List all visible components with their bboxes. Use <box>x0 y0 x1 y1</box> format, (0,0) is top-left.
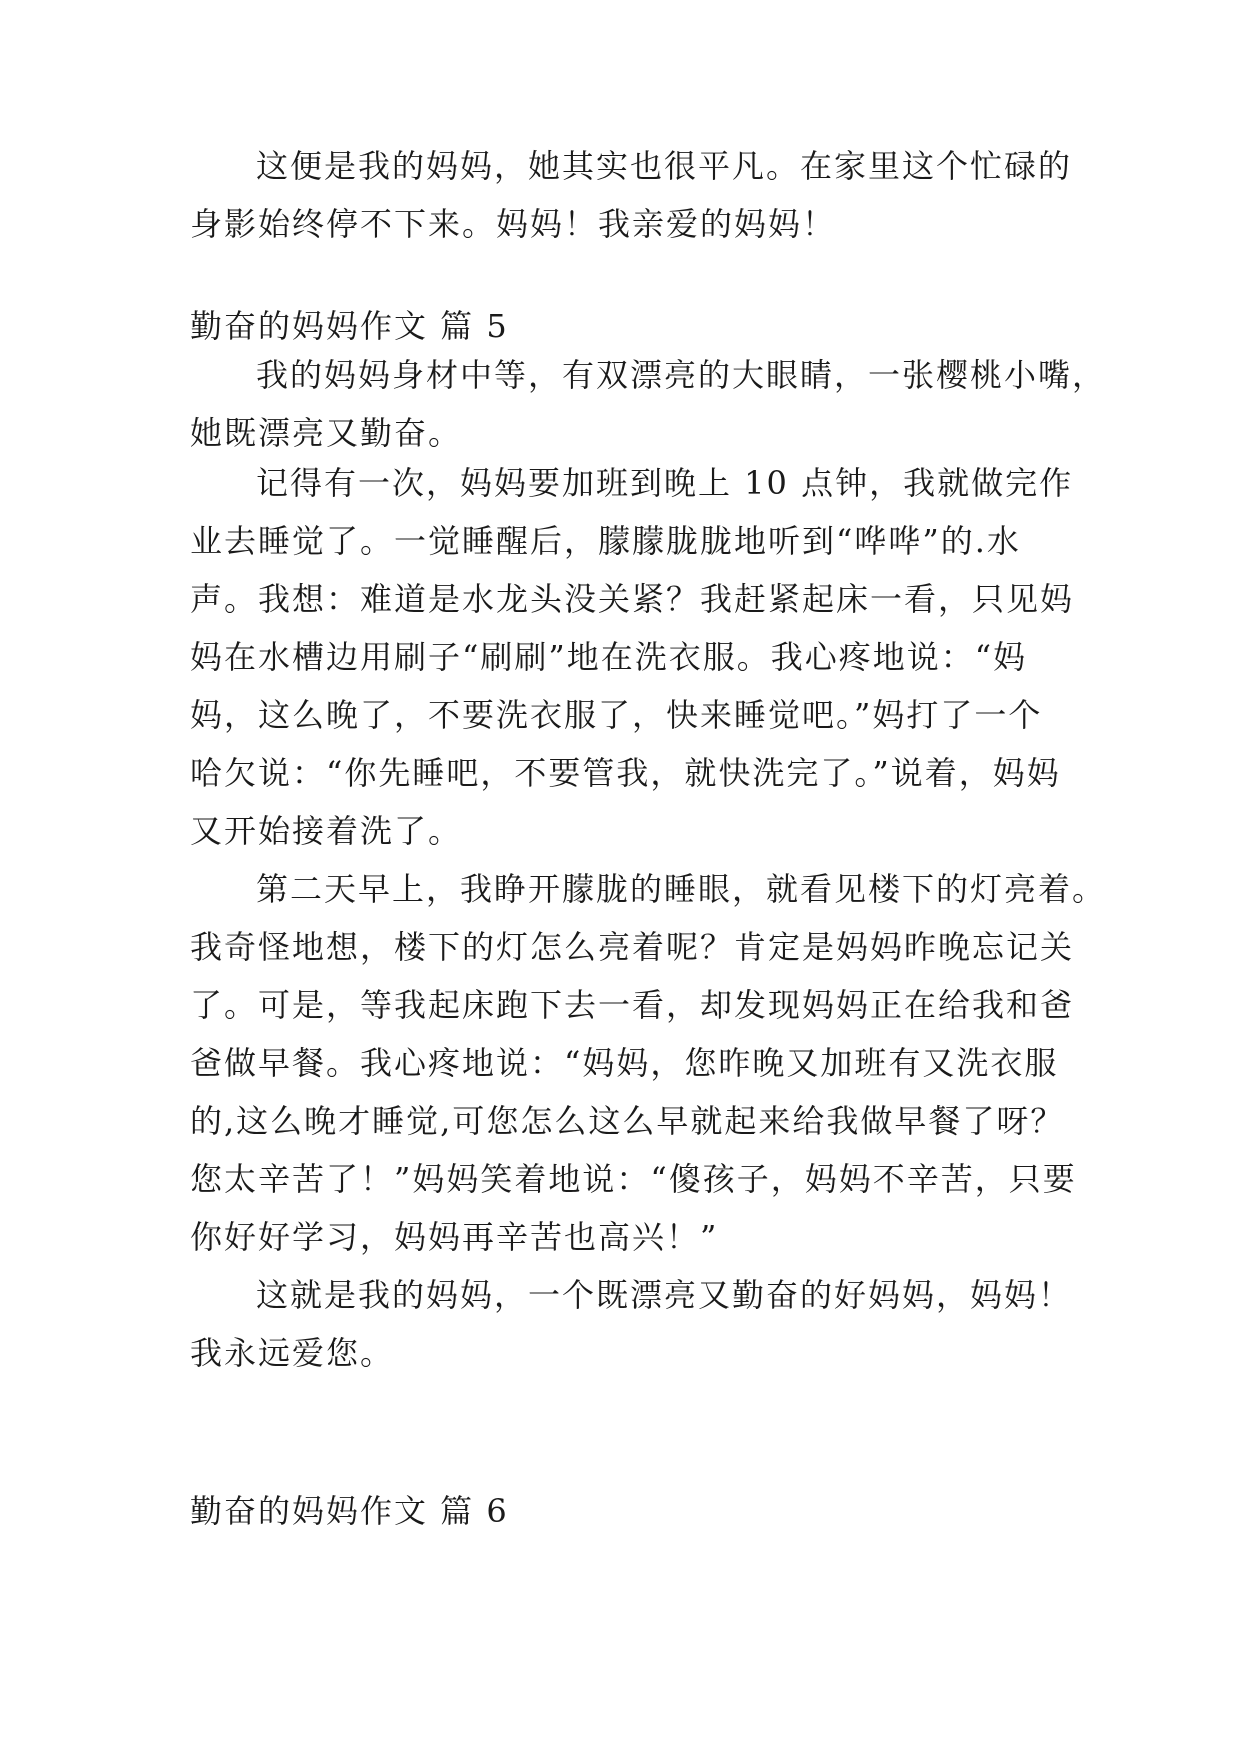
section-5-paragraph-2 <box>190 454 1075 860</box>
paragraph-line: 我永远爱您。 <box>190 1334 395 1372</box>
paragraph-line: 这就是我的妈妈，一个既漂亮又勤奋的好妈妈，妈妈！ <box>256 1276 1073 1314</box>
paragraph-line: 第二天早上，我睁开朦胧的睡眼，就看见楼下的灯亮着。 <box>256 870 1107 908</box>
paragraph-line: 哈欠说：“你先睡吧，不要管我，就快洗完了。”说着，妈妈 <box>190 754 1061 792</box>
section-5-paragraph-3 <box>190 860 1107 1266</box>
intro-paragraph <box>190 137 1073 253</box>
paragraph-line: 的,这么晚才睡觉,可您怎么这么早就起来给我做早餐了呀？ <box>190 1102 1065 1140</box>
paragraph-line: 了。可是，等我起床跑下去一看，却发现妈妈正在给我和爸 <box>190 986 1075 1024</box>
paragraph-line: 又开始接着洗了。 <box>190 812 463 850</box>
paragraph-line: 爸做早餐。我心疼地说：“妈妈，您昨晚又加班有又洗衣服 <box>190 1044 1059 1082</box>
paragraph-line: 你好好学习，妈妈再辛苦也高兴！” <box>190 1218 719 1256</box>
paragraph-line: 我的妈妈身材中等，有双漂亮的大眼睛，一张樱桃小嘴， <box>256 356 1107 394</box>
paragraph-line: 您太辛苦了！”妈妈笑着地说：“傻孩子，妈妈不辛苦，只要 <box>190 1160 1077 1198</box>
section-5-paragraph-1 <box>190 346 1107 462</box>
paragraph-line: 身影始终停不下来。妈妈！我亲爱的妈妈！ <box>190 205 837 243</box>
paragraph-line: 记得有一次，妈妈要加班到晚上 10 点钟，我就做完作 <box>256 464 1074 502</box>
paragraph-line: 她既漂亮又勤奋。 <box>190 414 463 452</box>
section-5-paragraph-4 <box>190 1266 1073 1382</box>
paragraph-line: 这便是我的妈妈，她其实也很平凡。在家里这个忙碌的 <box>256 147 1073 185</box>
paragraph-line: 声。我想：难道是水龙头没关紧？我赶紧起床一看，只见妈 <box>190 580 1075 618</box>
paragraph-line: 业去睡觉了。一觉睡醒后，朦朦胧胧地听到“哗哗”的.水 <box>190 522 1021 560</box>
paragraph-line: 我奇怪地想，楼下的灯怎么亮着呢？肯定是妈妈昨晚忘记关 <box>190 928 1075 966</box>
section-5-heading: 勤奋的妈妈作文 篇 5 <box>190 307 509 345</box>
section-6-heading: 勤奋的妈妈作文 篇 6 <box>190 1492 509 1530</box>
paragraph-line: 妈在水槽边用刷子“刷刷”地在洗衣服。我心疼地说：“妈 <box>190 638 1028 676</box>
paragraph-line: 妈，这么晚了，不要洗衣服了，快来睡觉吧。”妈打了一个 <box>190 696 1043 734</box>
